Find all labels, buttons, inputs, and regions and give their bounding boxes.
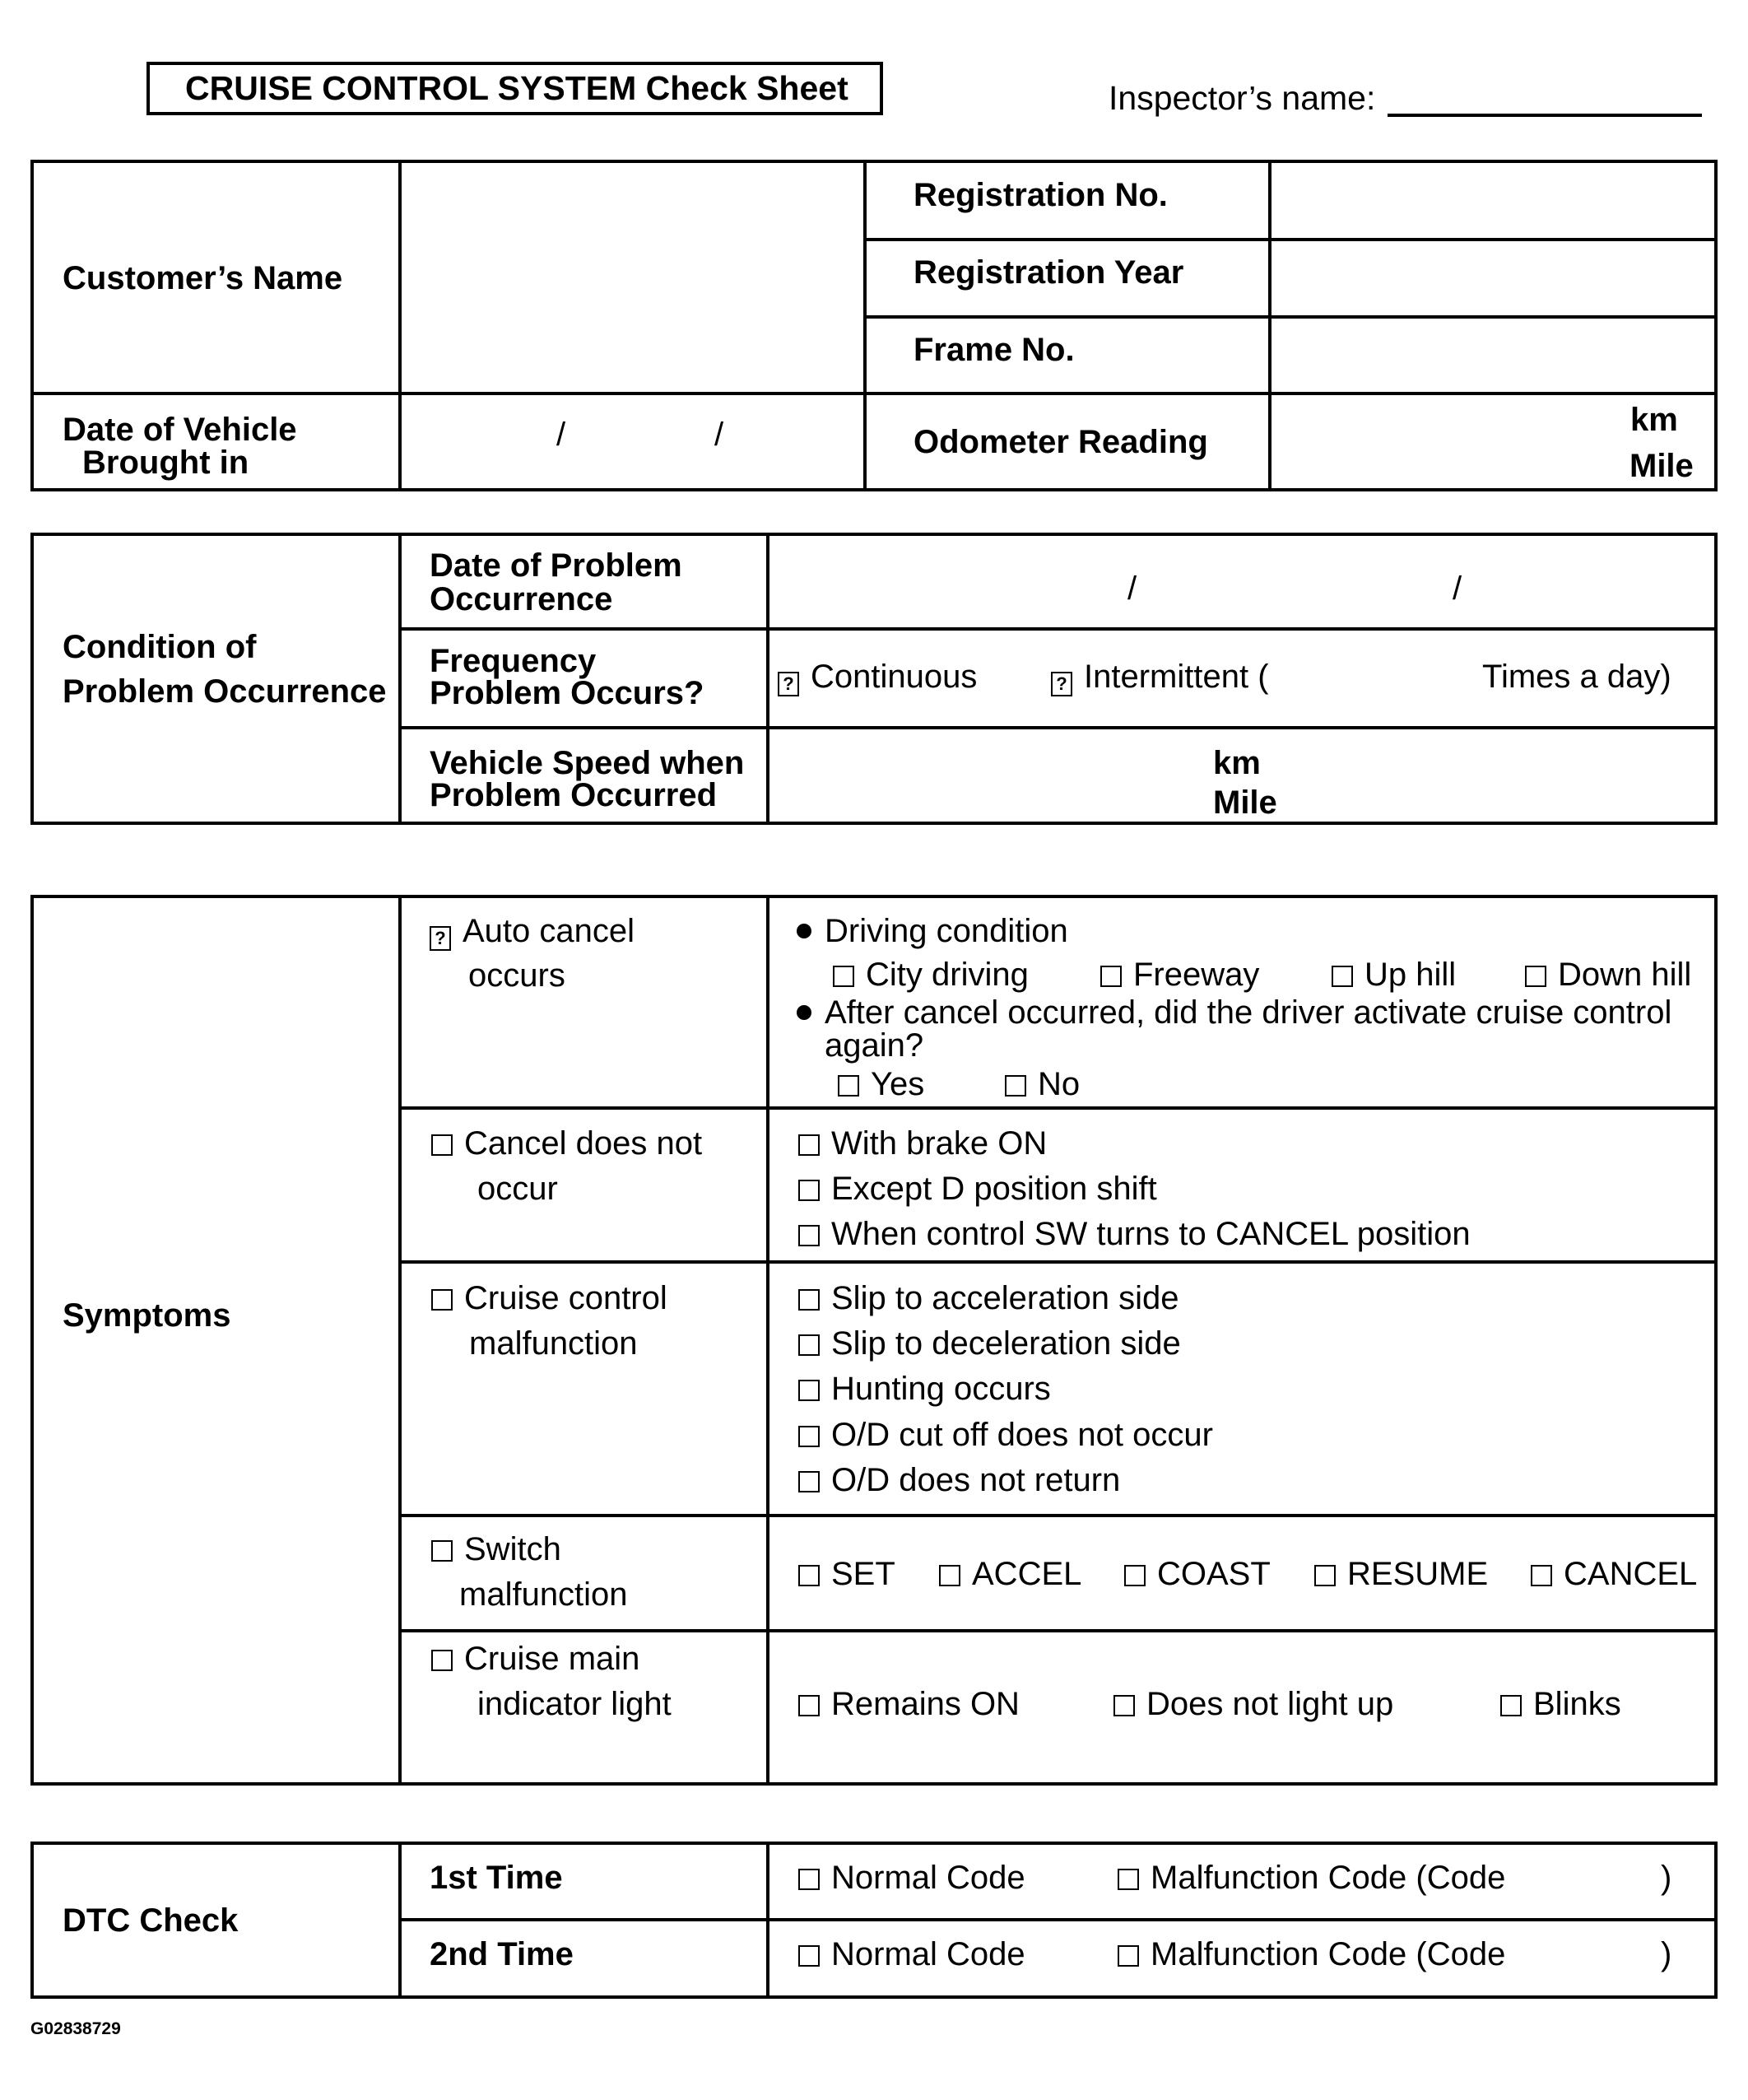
divider — [1714, 1842, 1718, 1999]
driving-condition-item — [797, 913, 1068, 950]
option-label: Normal Code — [831, 1936, 1025, 1972]
inspector-label: Inspector’s name: — [1109, 79, 1376, 117]
option-label: Remains ON — [831, 1686, 1020, 1722]
odometer-unit-mile: Mile — [1629, 448, 1694, 484]
checkbox-icon[interactable] — [1332, 966, 1353, 987]
checkbox-icon[interactable] — [798, 1471, 820, 1492]
divider — [30, 1782, 1718, 1786]
divider — [30, 160, 34, 491]
speed-unit-km: km — [1213, 745, 1261, 781]
date-separator: / — [1127, 570, 1137, 607]
after-cancel-question — [797, 994, 1671, 1031]
dtc2-malfunction-option[interactable] — [1118, 1936, 1505, 1973]
remains-on-option[interactable] — [798, 1686, 1020, 1723]
main-indicator-label: Cruise main — [464, 1641, 640, 1677]
checkbox-icon[interactable] — [1118, 1945, 1139, 1967]
divider — [30, 392, 1718, 395]
condition-label-2: Problem Occurrence — [63, 673, 387, 710]
continuous-label: Continuous — [811, 659, 978, 695]
option-label: With brake ON — [831, 1125, 1048, 1162]
dtc2-normal-option[interactable] — [798, 1936, 1025, 1973]
close-paren: ) — [1661, 1936, 1672, 1972]
checkbox-icon[interactable] — [798, 1380, 820, 1401]
option-label: Blinks — [1533, 1686, 1621, 1722]
cc-malfunction-label: Cruise control — [464, 1280, 667, 1316]
option-label: Freeway — [1133, 957, 1260, 993]
checkbox-icon[interactable] — [1118, 1869, 1139, 1890]
after-cancel-label: After cancel occurred, did the driver activate cruise control — [825, 994, 1672, 1031]
option-label: City driving — [866, 957, 1029, 993]
checkbox-icon[interactable] — [1525, 966, 1546, 987]
divider — [865, 315, 1718, 319]
divider — [30, 822, 1718, 825]
divider — [766, 533, 769, 825]
checkbox-icon[interactable] — [798, 1134, 820, 1156]
date-separator: / — [1453, 570, 1462, 607]
checkbox-icon[interactable]: ? — [1051, 672, 1072, 696]
resume-option[interactable] — [1314, 1556, 1488, 1593]
option-label: CANCEL — [1564, 1556, 1698, 1592]
cancel-not-occur-label: Cancel does not — [464, 1125, 703, 1162]
set-option[interactable] — [798, 1556, 895, 1593]
odometer-label: Odometer Reading — [914, 424, 1208, 460]
blinks-option[interactable] — [1500, 1686, 1621, 1723]
option-label: O/D cut off does not occur — [831, 1417, 1213, 1453]
main-indicator-label-2: indicator light — [477, 1686, 672, 1722]
date-separator: / — [714, 417, 724, 453]
speed-label-2: Problem Occurred — [430, 777, 718, 813]
checkbox-icon[interactable] — [798, 1695, 820, 1716]
option-label: O/D does not return — [831, 1462, 1121, 1498]
option-label: When control SW turns to CANCEL position — [831, 1216, 1471, 1252]
accel-option[interactable] — [939, 1556, 1081, 1593]
frequency-label-1: Frequency — [430, 643, 597, 679]
divider — [1714, 895, 1718, 1786]
checkbox-icon[interactable] — [1500, 1695, 1522, 1716]
option-label: Slip to acceleration side — [831, 1280, 1179, 1316]
checkbox-icon[interactable] — [1314, 1565, 1336, 1586]
registration-no-field[interactable] — [1273, 165, 1712, 235]
registration-no-label: Registration No. — [914, 177, 1168, 213]
speed-label-1: Vehicle Speed when — [430, 745, 745, 781]
checkbox-icon[interactable] — [798, 1565, 820, 1586]
checkbox-icon[interactable] — [431, 1134, 453, 1156]
divider — [1268, 160, 1271, 491]
option-label: Malfunction Code (Code — [1151, 1860, 1506, 1896]
auto-cancel-label: Auto cancel — [463, 913, 635, 949]
divider — [30, 488, 1718, 491]
divider — [398, 1106, 1718, 1110]
option-label: Hunting occurs — [831, 1371, 1051, 1407]
checkbox-icon[interactable] — [1005, 1075, 1026, 1097]
option-label: COAST — [1157, 1556, 1271, 1592]
auto-cancel-option[interactable] — [430, 913, 635, 951]
checkbox-icon[interactable] — [1100, 966, 1122, 987]
speed-unit-mile: Mile — [1213, 785, 1277, 821]
main-indicator-option[interactable] — [431, 1641, 639, 1678]
checkbox-icon[interactable] — [833, 966, 854, 987]
option-label: SET — [831, 1556, 895, 1592]
registration-year-field[interactable] — [1273, 243, 1712, 314]
continuous-option[interactable] — [778, 659, 977, 696]
divider — [865, 238, 1718, 241]
checkbox-icon[interactable] — [1113, 1695, 1135, 1716]
divider — [766, 1842, 769, 1999]
control-sw-option[interactable] — [798, 1216, 1471, 1253]
brake-on-option[interactable] — [798, 1125, 1047, 1162]
customer-name-field[interactable] — [403, 165, 860, 390]
frequency-label-2: Problem Occurs? — [430, 675, 704, 711]
dtc1-normal-option[interactable] — [798, 1860, 1025, 1897]
dtc-first-label: 1st Time — [430, 1860, 563, 1896]
checkbox-icon[interactable]: ? — [778, 672, 799, 696]
checkbox-icon[interactable] — [798, 1426, 820, 1447]
intermittent-label: Intermittent ( — [1084, 659, 1269, 695]
intermittent-option[interactable] — [1051, 659, 1269, 696]
option-label: ACCEL — [972, 1556, 1082, 1592]
problem-date-label-1: Date of Problem — [430, 547, 682, 584]
times-a-day-label: Times a day) — [1482, 659, 1671, 695]
except-d-option[interactable] — [798, 1171, 1157, 1208]
cc-malfunction-label-2: malfunction — [469, 1325, 638, 1362]
down-hill-option[interactable] — [1525, 957, 1691, 994]
registration-year-label: Registration Year — [914, 254, 1184, 291]
divider — [766, 895, 769, 1786]
hunting-option[interactable] — [798, 1371, 1051, 1408]
cancel-not-occur-option[interactable] — [431, 1125, 702, 1162]
divider — [1714, 160, 1718, 491]
option-label: Malfunction Code (Code — [1151, 1936, 1506, 1972]
od-cut-option[interactable] — [798, 1417, 1213, 1454]
option-label: Normal Code — [831, 1860, 1025, 1896]
divider — [30, 533, 34, 825]
checkbox-icon[interactable] — [798, 1334, 820, 1356]
slip-accel-option[interactable] — [798, 1280, 1179, 1317]
checkbox-icon[interactable] — [431, 1289, 453, 1311]
divider — [30, 895, 1718, 898]
coast-option[interactable] — [1124, 1556, 1271, 1593]
up-hill-option[interactable] — [1332, 957, 1456, 994]
figure-id: G02838729 — [30, 2019, 121, 2038]
divider — [863, 160, 867, 491]
checkbox-icon[interactable] — [431, 1540, 453, 1562]
dtc-check-label: DTC Check — [63, 1902, 239, 1939]
cancel-option[interactable] — [1531, 1556, 1697, 1593]
checkbox-icon[interactable] — [1124, 1565, 1146, 1586]
option-label: Yes — [871, 1066, 925, 1102]
symptoms-label: Symptoms — [63, 1297, 231, 1334]
divider — [398, 533, 402, 825]
cancel-not-occur-label-2: occur — [477, 1171, 558, 1207]
divider — [398, 160, 402, 491]
option-label: Slip to deceleration side — [831, 1325, 1181, 1362]
city-driving-option[interactable] — [833, 957, 1029, 994]
checkbox-icon[interactable] — [798, 1869, 820, 1890]
option-label: RESUME — [1347, 1556, 1489, 1592]
divider — [30, 1842, 1718, 1845]
divider — [1714, 533, 1718, 825]
sheet-title-text: CRUISE CONTROL SYSTEM Check Sheet — [185, 69, 848, 107]
divider — [398, 895, 402, 1786]
bullet-icon — [797, 1005, 811, 1020]
divider — [398, 1842, 402, 1999]
option-label: Except D position shift — [831, 1171, 1157, 1207]
divider — [30, 160, 1718, 163]
cc-malfunction-option[interactable] — [431, 1280, 667, 1317]
bullet-icon — [797, 924, 811, 938]
divider — [398, 627, 1718, 631]
slip-decel-option[interactable] — [798, 1325, 1181, 1362]
option-label: Up hill — [1364, 957, 1457, 993]
auto-cancel-label-2: occurs — [468, 957, 565, 994]
divider — [398, 1629, 1718, 1632]
frame-no-field[interactable] — [1273, 320, 1712, 391]
not-light-option[interactable] — [1113, 1686, 1393, 1723]
dtc-second-label: 2nd Time — [430, 1936, 574, 1972]
driving-condition-label: Driving condition — [825, 913, 1068, 949]
checkbox-icon[interactable] — [838, 1075, 859, 1097]
condition-label-1: Condition of — [63, 629, 257, 665]
frame-no-label: Frame No. — [914, 332, 1075, 368]
od-return-option[interactable] — [798, 1462, 1120, 1499]
checkbox-icon[interactable] — [939, 1565, 960, 1586]
odometer-unit-km: km — [1630, 402, 1678, 438]
date-brought-label-1: Date of Vehicle — [63, 412, 297, 448]
checkbox-icon[interactable] — [798, 1225, 820, 1246]
option-label: Down hill — [1558, 957, 1692, 993]
divider — [30, 1995, 1718, 1999]
dtc1-malfunction-option[interactable] — [1118, 1860, 1505, 1897]
option-label: Does not light up — [1146, 1686, 1394, 1722]
divider — [30, 533, 1718, 536]
switch-malfunction-label-2: malfunction — [459, 1576, 628, 1613]
checkbox-icon[interactable] — [1531, 1565, 1552, 1586]
checkbox-icon[interactable] — [431, 1650, 453, 1671]
date-brought-label-2: Brought in — [82, 445, 249, 481]
divider — [398, 1514, 1718, 1517]
date-separator: / — [556, 417, 566, 453]
freeway-option[interactable] — [1100, 957, 1259, 994]
checkbox-icon[interactable] — [798, 1289, 820, 1311]
customer-name-label: Customer’s Name — [63, 260, 343, 296]
yes-option[interactable] — [838, 1066, 924, 1103]
divider — [398, 726, 1718, 729]
sheet-title — [146, 62, 883, 115]
divider — [398, 1260, 1718, 1264]
divider — [398, 1918, 1718, 1921]
divider — [30, 895, 34, 1786]
switch-malfunction-option[interactable] — [431, 1531, 561, 1568]
inspector-name-field[interactable] — [1388, 114, 1702, 117]
switch-malfunction-label: Switch — [464, 1531, 561, 1567]
close-paren: ) — [1661, 1860, 1672, 1896]
checkbox-icon[interactable] — [798, 1945, 820, 1967]
checkbox-icon[interactable]: ? — [430, 926, 451, 951]
problem-date-label-2: Occurrence — [430, 581, 613, 617]
after-cancel-label-2: again? — [825, 1027, 924, 1064]
checkbox-icon[interactable] — [798, 1180, 820, 1201]
option-label: No — [1038, 1066, 1081, 1102]
divider — [30, 1842, 34, 1999]
no-option[interactable] — [1005, 1066, 1080, 1103]
